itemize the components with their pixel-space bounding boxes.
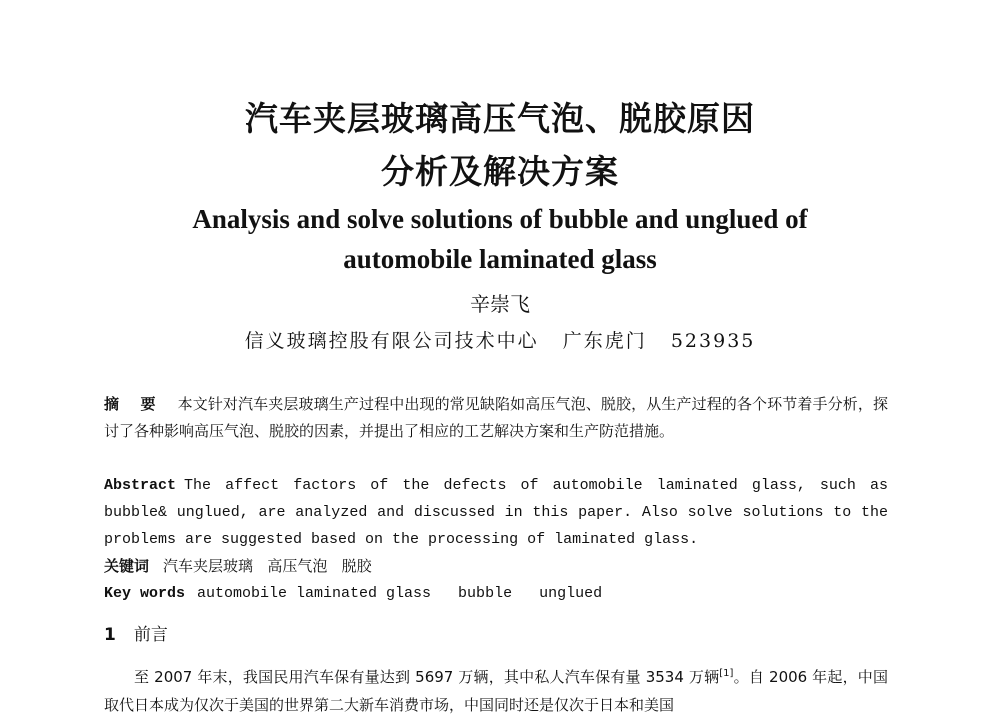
keywords-cn-text: 汽车夹层玻璃 高压气泡 脱胶 bbox=[163, 557, 372, 575]
title-cn-line2: 分析及解决方案 bbox=[381, 152, 619, 191]
keywords-cn-label: 关键词 bbox=[104, 557, 150, 575]
abstract-en-text: The affect factors of the defects of automobile laminated glass, such as bubble& unglued, are analyzed and discussed in this paper. Also solve solutions to the problems are suggested based on the processing of laminated glass. bbox=[104, 477, 888, 548]
author-affiliation: 信义玻璃控股有限公司技术中心 广东虎门 523935 bbox=[244, 330, 756, 352]
keywords-cn bbox=[104, 553, 888, 580]
body-text-part1: 至 2007 年末，我国民用汽车保有量达到 5697 万辆，其中私人汽车保有量 3534 万辆 bbox=[134, 668, 720, 686]
keywords-en bbox=[104, 580, 888, 607]
abstract-en-label: Abstract bbox=[104, 477, 177, 494]
body-text-part2: 。自 2006 年起，中国取代日本成为仅次于美国的世界第二大新车消费市场，中国同时还是仅次于日本和美国 bbox=[104, 668, 888, 714]
abstract-cn-label: 摘 要 bbox=[104, 395, 164, 413]
title-cn-line1: 汽车夹层玻璃高压气泡、脱胶原因 bbox=[245, 99, 755, 138]
title-en-line2: automobile laminated glass bbox=[343, 244, 657, 274]
keywords-en-label: Key words bbox=[104, 585, 186, 602]
author-name: 辛崇飞 bbox=[470, 292, 530, 316]
keywords-en-text: automobile laminated glass bubble unglued bbox=[197, 585, 603, 602]
citation-ref: [1] bbox=[719, 668, 734, 679]
body-paragraph bbox=[104, 660, 888, 719]
abstract-cn bbox=[104, 391, 888, 445]
section-title: 前言 bbox=[133, 625, 168, 645]
abstract-cn-text: 本文针对汽车夹层玻璃生产过程中出现的常见缺陷如高压气泡、脱胶，从生产过程的各个环节着手分析，探讨了各种影响高压气泡、脱胶的因素，并提出了相应的工艺解决方案和生产防范措施。 bbox=[104, 395, 888, 440]
section-number: 1 bbox=[104, 625, 116, 645]
abstract-en bbox=[104, 472, 888, 553]
section-heading bbox=[104, 620, 168, 645]
title-en-line1: Analysis and solve solutions of bubble and unglued of bbox=[192, 204, 808, 234]
